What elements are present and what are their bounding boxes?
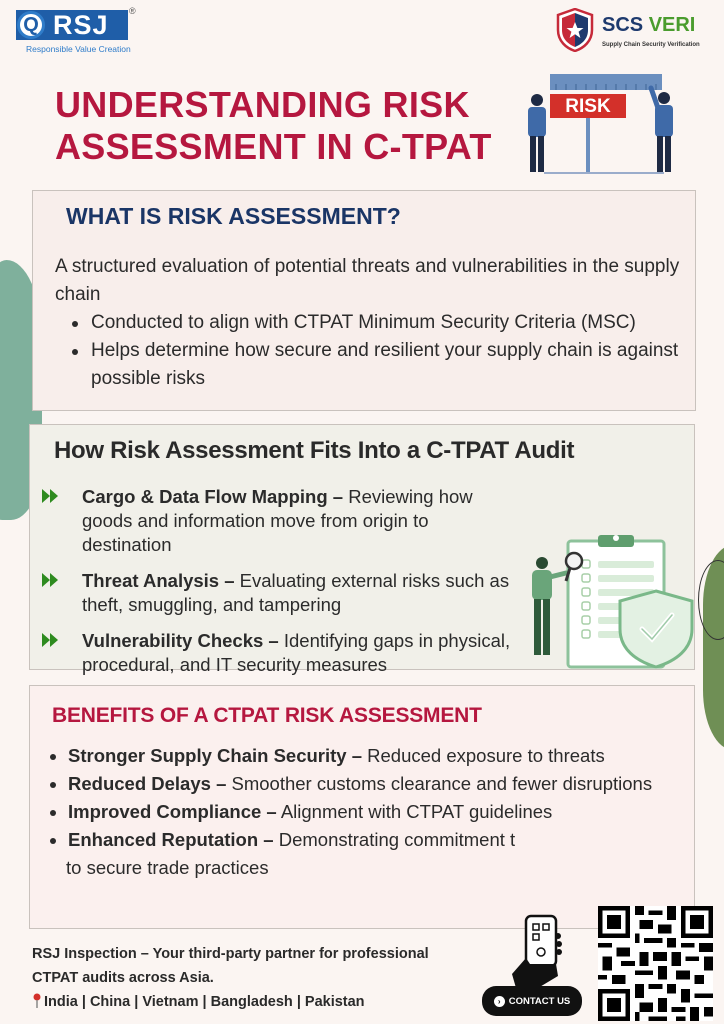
shield-star-icon	[556, 8, 594, 52]
benefit-item: Stronger Supply Chain Security – Reduced exposure to threats	[48, 742, 678, 770]
definition-text: A structured evaluation of potential threats and vulnerabilities in the supply chain	[55, 256, 680, 305]
locations-line: India | China | Vietnam | Bangladesh | Pakistan	[32, 990, 502, 1014]
audit-step: Vulnerability Checks – Identifying gaps in physical, procedural, and IT security measures	[42, 629, 522, 677]
audit-step: Threat Analysis – Evaluating external risks such as theft, smuggling, and tampering	[42, 569, 522, 617]
scs-veri-logo[interactable]	[556, 8, 716, 56]
audit-checklist-illustration	[526, 533, 698, 669]
double-chevron-icon	[42, 633, 62, 647]
risk-sign-illustration	[520, 66, 680, 178]
qr-code[interactable]	[598, 906, 713, 1021]
scs-veri-tagline: Supply Chain Security Verification	[602, 42, 700, 48]
what-is-risk-assessment-section	[32, 190, 696, 411]
page-title: UNDERSTANDING RISK ASSESSMENT IN C-TPAT	[55, 84, 492, 167]
decorative-scribble	[698, 560, 724, 640]
benefits-section	[29, 685, 695, 929]
benefit-item: Enhanced Reputation – Demonstrating commitment t	[48, 826, 678, 854]
rsj-logo[interactable]	[16, 8, 136, 56]
bullet-item: Helps determine how secure and resilient your supply chain is against possible risks	[69, 337, 679, 393]
phone-scan-icon	[508, 914, 568, 990]
section-heading: WHAT IS RISK ASSESSMENT?	[66, 203, 401, 229]
arrow-circle-icon: ›	[494, 996, 505, 1007]
double-chevron-icon	[42, 573, 62, 587]
bullet-item: Conducted to align with CTPAT Minimum Security Criteria (MSC)	[69, 309, 679, 337]
double-chevron-icon	[42, 489, 62, 503]
contact-us-button[interactable]	[478, 906, 590, 1020]
benefit-item: Reduced Delays – Smoother customs clearance and fewer disruptions	[48, 770, 678, 798]
footer-tagline: RSJ Inspection – Your third-party partner for professional CTPAT audits across Asia. India | China | Vietnam | Bangladesh | Pakistan	[32, 942, 502, 1014]
benefits-list	[48, 742, 678, 882]
audit-steps	[42, 485, 522, 689]
rsj-tagline: Responsible Value Creation	[26, 44, 131, 54]
definition-bullets	[69, 309, 679, 393]
audit-step: Cargo & Data Flow Mapping – Reviewing how goods and information move from origin to destination	[42, 485, 522, 557]
registered-mark: ®	[129, 6, 136, 16]
rsj-logo-mark	[16, 10, 128, 40]
section-heading: BENEFITS OF A CTPAT RISK ASSESSMENT	[52, 704, 482, 727]
magnifier-q-icon: Q	[17, 11, 45, 39]
section-heading: How Risk Assessment Fits Into a C-TPAT Audit	[54, 437, 575, 464]
benefit-item: Improved Compliance – Alignment with CTPAT guidelines	[48, 798, 678, 826]
benefit-continuation: to secure trade practices	[66, 857, 269, 878]
audit-fit-section	[29, 424, 695, 675]
contact-us-label[interactable]: › CONTACT US	[482, 986, 582, 1016]
svg-text:RISK: RISK	[565, 96, 611, 117]
scs-veri-name: SCS VERI	[602, 14, 696, 36]
rsj-logo-text: RSJ	[53, 9, 109, 40]
location-pin-icon	[32, 993, 42, 1008]
